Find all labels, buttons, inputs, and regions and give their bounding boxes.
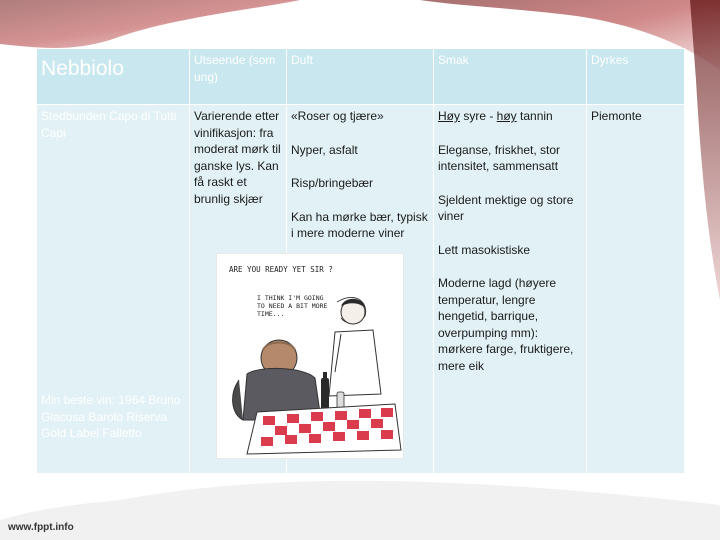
duft-item: Nyper, asfalt: [291, 142, 358, 157]
cell-dyrkes: [587, 105, 685, 474]
cartoon-speech-diner: I THINK I'M GOING TO NEED A BIT MORE TIME...: [257, 294, 328, 318]
table-header-row: [37, 49, 685, 105]
cell-description: [37, 105, 190, 474]
checkered-tablecloth: [247, 404, 401, 454]
smak-item: [438, 108, 582, 125]
smak-item: Eleganse, friskhet, stor intensitet, sammensatt: [438, 142, 561, 173]
smak-item: Moderne lagd (høyere temperatur, lengre hengetid, barrique, overpumping mm): mørkere farge, fruktigere, mere eik: [438, 276, 574, 373]
smak-item: Lett masokistiske: [438, 242, 531, 257]
cartoon-speech-waiter: ARE YOU READY YET SIR ?: [229, 265, 333, 274]
cell-smak: [434, 105, 587, 474]
header-duft: Duft: [287, 49, 434, 105]
smak-tannin: tannin: [516, 109, 553, 123]
dyrkes-text: Piemonte: [591, 109, 642, 123]
header-dyrkes: Dyrkes: [587, 49, 685, 105]
smak-syre: syre -: [460, 109, 497, 123]
min-beste-vin-text: Min beste vin: 1964 Bruno Giacosa Barolo Riserva Gold Label Falletto: [41, 393, 181, 440]
smak-item: Sjeldent mektige og store viner: [438, 192, 574, 223]
cartoon-image: [216, 253, 404, 459]
duft-item: Risp/bringebær: [291, 176, 374, 190]
header-utseende: Utseende (som ung): [190, 49, 287, 105]
stedbunden-text: Stedbunden Capo di Tutti Capi: [41, 109, 177, 140]
smak-hoy-2: høy: [496, 109, 517, 123]
footer-website: www.fppt.info: [8, 522, 74, 533]
duft-item: «Roser og tjære»: [291, 109, 384, 123]
utseende-text: Varierende etter vinifikasjon: fra moderat mørk til ganske lys. Kan få raskt et brunlig skjær: [194, 109, 281, 206]
grape-title: Nebbiolo: [37, 49, 190, 105]
header-smak: Smak: [434, 49, 587, 105]
cartoon-illustration: [217, 254, 403, 458]
duft-item: Kan ha mørke bær, typisk i mere moderne viner: [291, 209, 428, 240]
smak-hoy-1: Høy: [438, 109, 460, 123]
